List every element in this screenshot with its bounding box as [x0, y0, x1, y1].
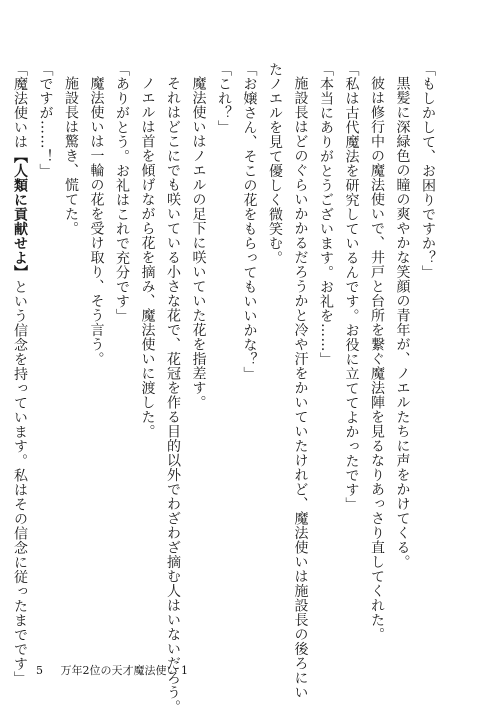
- text-line: 「ですが……！」: [37, 62, 54, 178]
- text-line: 魔法使いはノエルの足下に咲いていた花を指差す。: [190, 76, 207, 410]
- text-line: 彼は修行中の魔法使いで、井戸と台所を繋ぐ魔法陣を見るなりあっさり直してくれた。: [369, 76, 385, 642]
- text-line: 魔法使いは一輪の花を受け取り、そう言う。: [88, 76, 105, 366]
- text-line: 黒髪に深緑色の瞳の爽やかな笑顔の青年が、ノエルたちに声をかけてくる。: [394, 76, 411, 569]
- text-line: 「これ？」: [216, 62, 232, 135]
- text-line: たノエルを見て優しく微笑む。: [267, 62, 283, 265]
- text-line: 施設長は驚き、慌てた。: [63, 76, 79, 236]
- page-footer: [36, 662, 188, 678]
- text-line: 「ありがとう。お礼はこれで充分です」: [114, 62, 130, 323]
- text-line: 「もしかして、お困りですか？」: [420, 62, 436, 280]
- text-line: 「私は古代魔法を研究しているんです。お役に立ててよかったです」: [343, 62, 360, 512]
- page-number: 5: [36, 664, 43, 677]
- emphasis-phrase: 【人類に貢献せよ】: [12, 149, 28, 280]
- text-line: それはどこにでも咲いている小さな花で、花冠を作る目的以外でわざわざ摘む人はいないだろう。: [165, 76, 181, 714]
- text-line: ノエルは首を傾げながら花を摘み、魔法使いに渡した。: [139, 76, 156, 439]
- text-segment: という信念を持っています。私はその信念に従ったまでです」: [12, 279, 28, 686]
- text-line: 施設長はどのぐらいかかるだろうかと冷や汗をかいていたけれど、魔法使いは施設長の後ろにい: [292, 76, 309, 700]
- text-line: 「本当にありがとうございます。お礼を……」: [318, 62, 334, 367]
- book-title: 万年2位の天才魔法使い 1: [60, 664, 188, 677]
- text-line: 「お嬢さん、そこの花をもらってもいいかな？」: [241, 62, 258, 381]
- text-segment: 「魔法使いは: [12, 62, 28, 149]
- text-line-emphasis: [7, 62, 33, 686]
